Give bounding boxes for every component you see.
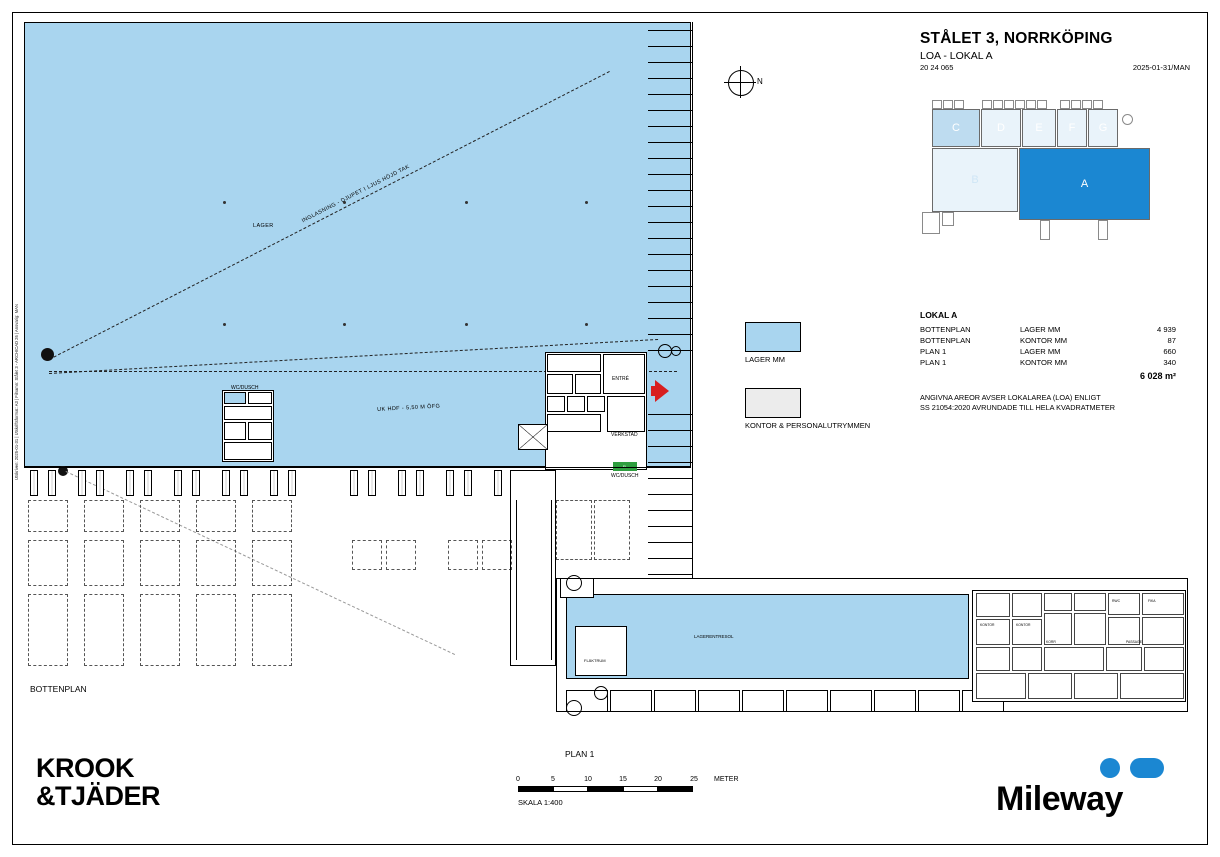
scale-bar [516,776,748,807]
key-plan-unit-b[interactable]: B [932,148,1018,212]
scale-tick-25: 25 [690,776,698,783]
yard-bay [84,594,124,666]
yard-bay [28,540,68,586]
scale-text: SKALA 1:400 [518,798,563,807]
office-room [1012,647,1042,671]
office-room [1142,593,1184,615]
scale-unit: METER [714,776,739,783]
legend-label-lager: LAGER MM [745,355,786,364]
plan1-flaktrum-label: FLÄKTRUM [584,658,606,663]
north-arrow-icon [728,70,772,100]
yard-bay [448,540,478,570]
area-type: KONTOR MM [1020,358,1068,367]
yard-bay [28,594,68,666]
yard-bay [84,500,124,532]
plan1-detail-icon [566,700,582,716]
yard-bay [556,500,592,560]
project-date-rev: 2025-01-31/MAN [1132,63,1190,72]
table-row [920,335,1176,346]
office-room [1144,647,1184,671]
key-plan-frame [920,100,1168,230]
yard-bay [84,540,124,586]
column-dot [223,201,226,204]
area-value: 660 [1163,347,1176,356]
architect-logo-line1: KROOK [36,753,134,783]
yard-bay [196,540,236,586]
table-row [920,324,1176,335]
plan1-entresol-label: LAGERENTRESOL [694,634,734,639]
plan1-detail-icon [594,686,608,700]
architect-logo-line2: &TJÄDER [36,780,161,811]
yard-bay [352,540,382,570]
office-label-rwc: RWC [1112,599,1121,603]
area-value: 340 [1163,358,1176,367]
office-label-kontor-2: KONTOR [1016,623,1031,627]
scale-tick-5: 5 [551,776,555,783]
key-plan-unit-a[interactable]: A [1019,148,1150,220]
column-dot [343,323,346,326]
office-label-kontor: KONTOR [980,623,995,627]
office-room [1106,647,1142,671]
yard-bay [386,540,416,570]
yard-bay [252,594,292,666]
area-type: LAGER MM [1020,325,1061,334]
hall-note-uk: UK HDF - 5,50 M ÖFG [377,403,441,413]
office-room [1074,593,1106,611]
wc-dusch-label: WC/DUSCH [611,473,639,479]
area-note-line1: ANGIVNA AREOR AVSER LOKALAREA (LOA) ENLIGT [920,393,1101,402]
column-dot [585,201,588,204]
legend-swatch-kontor [745,388,801,418]
architect-logo [36,755,160,811]
entrance-label: ENTRÉ [612,376,629,382]
plan1-detail-icon [566,575,582,591]
area-table [920,310,1188,413]
office-room [1120,673,1184,699]
hall-note-roof: INGLASNING - DJUPET I LJUS HÖJD TAK [301,163,411,225]
office-corridor [1044,647,1104,671]
key-plan-unit-d[interactable]: D [981,109,1021,147]
office-room [1074,673,1118,699]
project-title: STÅLET 3, NORRKÖPING [920,30,1113,47]
office-room [1028,673,1072,699]
yard-top-edge [24,467,691,468]
mileway-dot-icon [1100,758,1120,778]
verkstad-label: VERKSTAD [611,432,638,438]
office-room [1108,593,1140,615]
inner-room [224,406,272,420]
stair-core-cross [518,424,548,450]
scale-tick-15: 15 [619,776,627,783]
loading-dock-ticks [648,22,708,667]
area-note-line2: SS 21054:2020 AVRUNDADE TILL HELA KVADRATMETER [920,402,1116,412]
plan1-flaktrum [575,626,627,676]
sight-node [41,348,54,361]
entrance-room [587,396,605,412]
area-type: KONTOR MM [1020,336,1068,345]
area-level: PLAN 1 [920,358,947,367]
green-marker: EL [613,462,637,471]
table-row [920,346,1176,357]
entrance-room [547,414,601,432]
client-logo [996,758,1166,816]
inner-room [224,392,246,404]
dock-edge-line [692,22,693,667]
office-room [1044,593,1072,611]
yard-bay [196,500,236,532]
area-type: LAGER MM [1020,347,1061,356]
key-plan-unit-g[interactable]: G [1088,109,1118,147]
area-total: 6 028 m² [1139,371,1176,381]
area-level: PLAN 1 [920,347,947,356]
scale-tick-10: 10 [584,776,592,783]
legend [745,322,915,430]
yard-bay [28,500,68,532]
column-dot [465,201,468,204]
key-plan-unit-e[interactable]: E [1022,109,1056,147]
office-label-fika: FIKA [1148,599,1156,603]
office-label-passage: PASSAGE [1126,640,1142,644]
office-room [976,647,1010,671]
entrance-room [547,354,601,372]
key-plan [920,100,1190,275]
sight-line [49,71,610,360]
area-level: BOTTENPLAN [920,325,971,334]
area-value: 87 [1167,336,1176,345]
margin-print-info: Utskriven: 2025-01-31 | Utskriftsformat: A3 | Filnamn: Stålet 3 - ARCHICAD 26 | Ansvarig: MAN [14,304,19,480]
column-dot [223,323,226,326]
inner-room [224,422,246,440]
column-dot [585,323,588,326]
verkstad-room [607,396,645,432]
project-subtitle: LOA - LOKAL A [920,50,993,62]
legend-label-kontor: KONTOR & PERSONALUTRYMMEN [745,421,871,430]
hall-label-lager: LAGER [253,223,274,229]
office-label-korr: KORR [1046,640,1056,644]
title-block [920,30,1190,72]
column-dot [465,323,468,326]
entrance-room [575,374,601,394]
yard-bay [252,540,292,586]
project-number: 20 24 065 [920,63,954,72]
office-room [1074,613,1106,645]
area-value: 4 939 [1156,325,1176,334]
mileway-pill-icon [1130,758,1164,778]
inner-room [248,422,272,440]
table-row [920,357,1176,368]
yard-bay [594,500,630,560]
yard-bay [140,594,180,666]
plan-label-plan1: PLAN 1 [565,749,595,759]
inner-building-label: WC/DUSCH [231,385,259,391]
entrance-room [547,374,573,394]
scale-tick-20: 20 [654,776,662,783]
area-table-heading: LOKAL A [920,310,958,320]
scale-tick-0: 0 [516,776,520,783]
inner-room [248,392,272,404]
legend-swatch-lager [745,322,801,352]
entrance-room [567,396,585,412]
key-plan-unit-f[interactable]: F [1057,109,1087,147]
entrance-room [603,354,645,394]
yard-bay [140,500,180,532]
entrance-room [547,396,565,412]
yard-bay [140,540,180,586]
yard-corridor-inner [516,500,552,660]
key-plan-unit-c[interactable]: C [932,109,980,147]
yard-bay [196,594,236,666]
office-room [1012,593,1042,617]
client-logo-text: Mileway [996,780,1123,818]
office-room [976,593,1010,617]
yard-bay [252,500,292,532]
inner-room [224,442,272,460]
area-level: BOTTENPLAN [920,336,971,345]
office-room [976,673,1026,699]
area-note [920,393,1188,413]
office-room [1142,617,1184,645]
yard-bay [482,540,512,570]
north-letter: N [757,77,763,86]
plan-label-bottenplan: BOTTENPLAN [30,684,87,694]
